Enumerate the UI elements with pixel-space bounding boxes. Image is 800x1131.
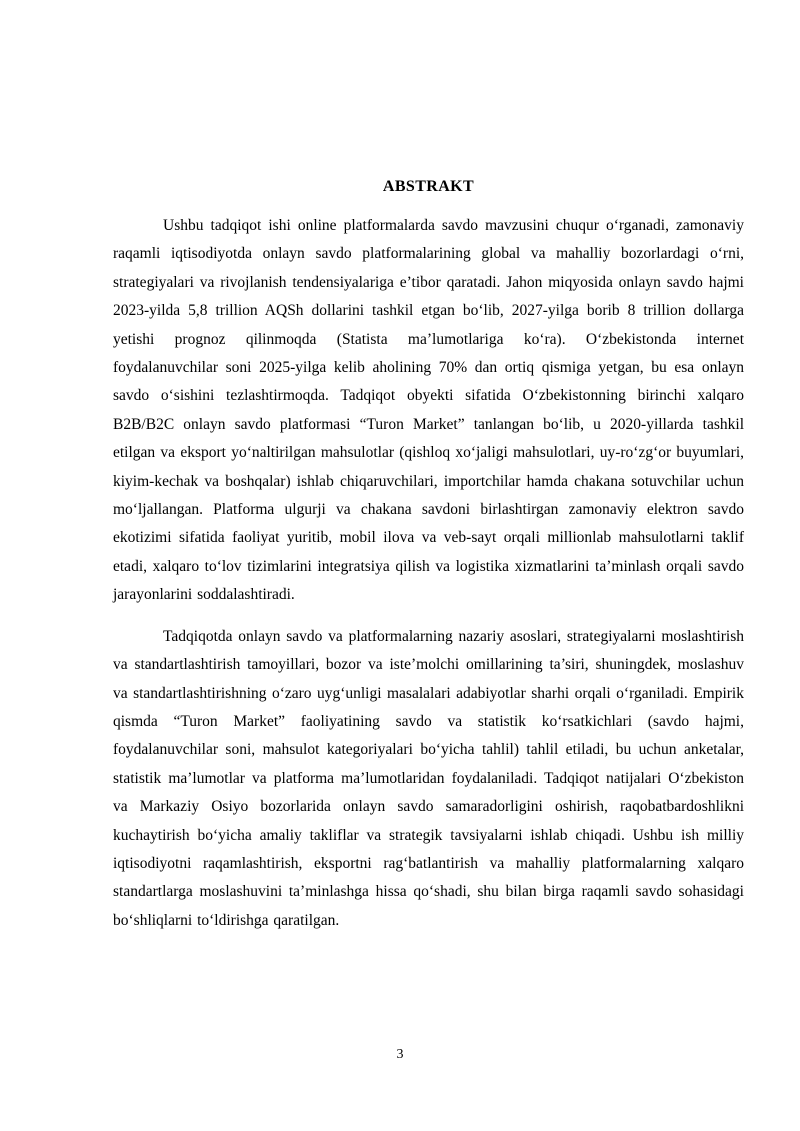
abstract-paragraph-1: Ushbu tadqiqot ishi online platformalarda savdo mavzusini chuqur o‘rganadi, zamonaviy raqamli iqtisodiyotda onlayn savdo platformalarining global va mahalliy bozorlardagi o‘rni, strategiyalari va rivojlanish tendensiyalariga e’tibor qaratadi. Jahon miqyosida onlayn savdo hajmi 2023-yilda 5,8 trillion AQSh dollarini tashkil etgan bo‘lib, 2027-yilga borib 8 trillion dollarga yetishi prognoz qilinmoqda (Statista ma’lumotlariga ko‘ra). O‘zbekistonda internet foydalanuvchilar soni 2025-yilga kelib aholining 70% dan ortiq qismiga yetgan, bu esa onlayn savdo o‘sishini tezlashtirmoqda. Tadqiqot obyekti sifatida O‘zbekistonning birinchi xalqaro B2B/B2C onlayn savdo platformasi “Turon Market” tanlangan bo‘lib, u 2020-yillarda tashkil etilgan va eksport yo‘naltirilgan mahsulotlar (qishloq xo‘jaligi mahsulotlari, uy-ro‘zg‘or buyumlari, kiyim-kechak va boshqalar) ishlab chiqaruvchilari, importchilar hamda chakana sotuvchilar uchun mo‘ljallangan. Platforma ulgurji va chakana savdoni birlashtirgan zamonaviy elektron savdo ekotizimi sifatida faoliyat yuritib, mobil ilova va veb-sayt orqali millionlab mahsulotlarni taklif etadi, xalqaro to‘lov tizimlarini integratsiya qilish va logistika xizmatlarini ta’minlash orqali savdo jarayonlarini soddalashtiradi.: [113, 217, 744, 604]
abstract-paragraph-2: Tadqiqotda onlayn savdo va platformalarning nazariy asoslari, strategiyalarni moslashtirish va standartlashtirish tamoyillari, bozor va iste’molchi omillarining ta’siri, shuningdek, moslashuv va standartlashtirishning o‘zaro uyg‘unligi masalalari adabiyotlar sharhi orqali o‘rganiladi. Empirik qismda “Turon Market” faoliyatining savdo va statistik ko‘rsatkichlari (savdo hajmi, foydalanuvchilar soni, mahsulot kategoriyalari bo‘yicha tahlil) tahlil etiladi, bu uchun anketalar, statistik ma’lumotlar va platforma ma’lumotlaridan foydalaniladi. Tadqiqot natijalari O‘zbekiston va Markaziy Osiyo bozorlarida onlayn savdo samaradorligini oshirish, raqobatbardoshlikni kuchaytirish bo‘yicha amaliy takliflar va strategik tavsiyalarni ishlab chiqadi. Ushbu ish milliy iqtisodiyotni raqamlashtirish, eksportni rag‘batlantirish va mahalliy platformalarning xalqaro standartlarga moslashuvini ta’minlashga hissa qo‘shadi, shu bilan birga raqamli savdo sohasidagi bo‘shliqlarni to‘ldirishga qaratilgan.: [113, 627, 744, 929]
page-number: 3: [396, 1047, 404, 1062]
page-title: ABSTRAKT: [382, 178, 475, 195]
